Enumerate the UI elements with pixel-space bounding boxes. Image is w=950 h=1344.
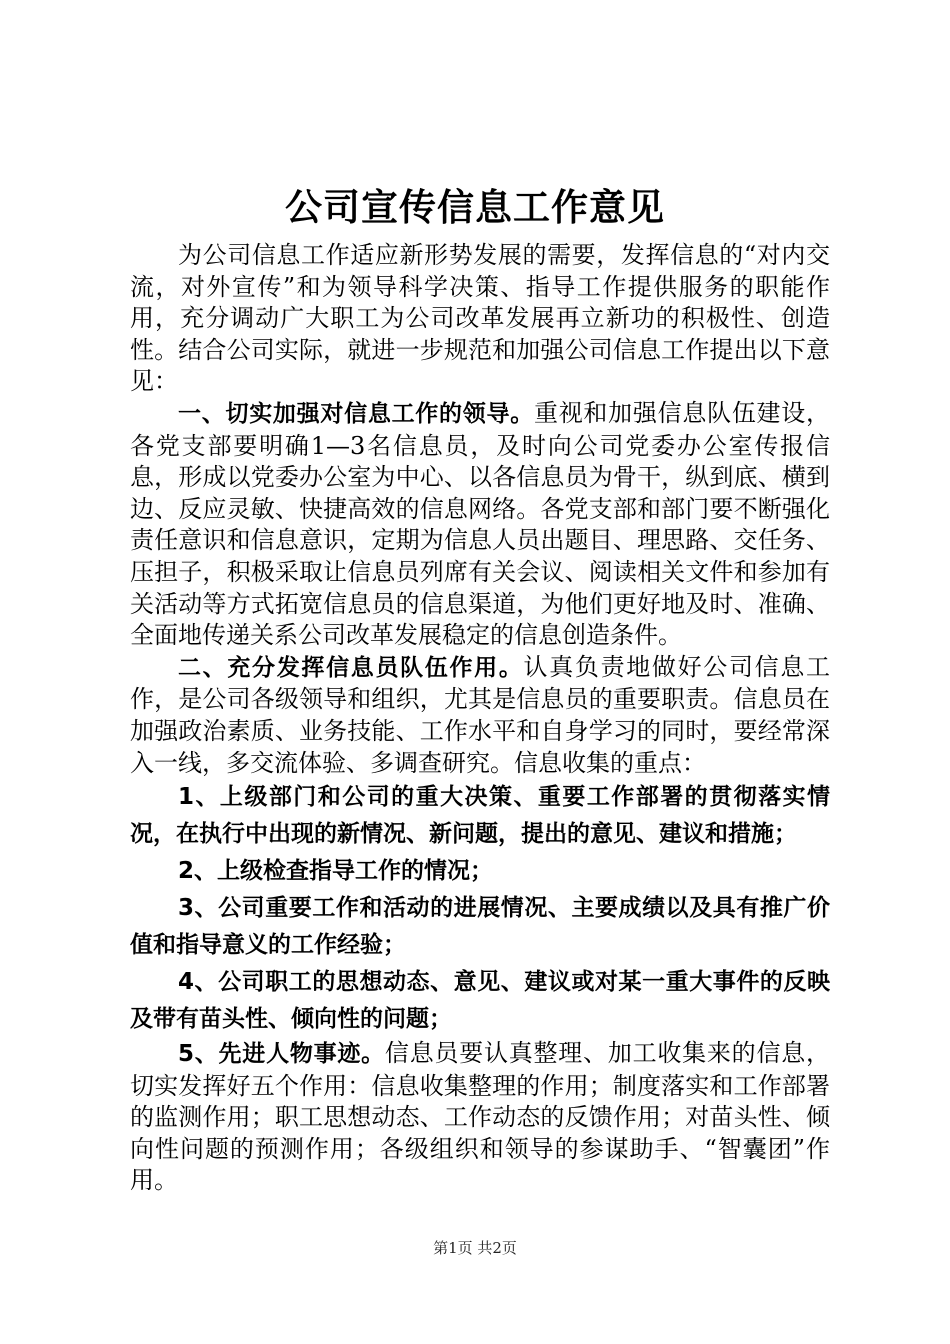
list-item-2: 2、上级检查指导工作的情况； <box>178 858 494 885</box>
section-2-paragraph <box>130 652 830 779</box>
section-2-text: 认真负责地做好公司信息工作，是公司各级领导和组织，尤其是信息员的重要职责。信息员在加强政治素质、业务技能、工作水平和自身学习的同时，要经常深入一线，多交流体验、多调查研究。信息收集的重点： <box>130 652 831 777</box>
section-1-paragraph <box>130 398 830 652</box>
section-1-text: 重视和加强信息队伍建设，各党支部要明确1—3名信息员，及时向公司党委办公室传报信息，形成以党委办公室为中心、以各信息员为骨干，纵到底、横到边、反应灵敏、快捷高效的信息网络。各党支部和部门要不断强化责任意识和信息意识，定期为信息人员出题目、理思路、交任务、压担子，积极采取让信息员列席有关会议、阅读相关文件和参加有关活动等方式拓宽信息员的信息渠道，为他们更好地及时、准确、全面地传递关系公司改革发展稳定的信息创造条件。 <box>130 398 831 650</box>
list-item-5-heading: 5、先进人物事迹。 <box>178 1041 385 1068</box>
list-item-4: 4、公司职工的思想动态、意见、建议或对某一重大事件的反映及带有苗头性、倾向性的问题； <box>130 969 830 1033</box>
document-body <box>130 240 830 1197</box>
list-item-1: 1、上级部门和公司的重大决策、重要工作部署的贯彻落实情况，在执行中出现的新情况、新问题，提出的意见、建议和措施； <box>130 784 830 848</box>
section-1-heading: 一、切实加强对信息工作的领导。 <box>178 400 534 427</box>
list-item-5-text: 信息员要认真整理、加工收集来的信息，切实发挥好五个作用：信息收集整理的作用；制度落实和工作部署的监测作用；职工思想动态、工作动态的反馈作用；对苗头性、倾向性问题的预测作用；各级组织和领导的参谋助手、“智囊团”作用。 <box>130 1039 830 1195</box>
section-2-heading: 二、充分发挥信息员队伍作用。 <box>178 654 524 681</box>
list-item-3: 3、公司重要工作和活动的进展情况、主要成绩以及具有推广价值和指导意义的工作经验； <box>130 895 830 959</box>
document-title: 公司宣传信息工作意见 <box>285 185 665 229</box>
page-number-footer: 第1页 共2页 <box>433 1239 517 1257</box>
intro-paragraph: 为公司信息工作适应新形势发展的需要，发挥信息的“对内交流，对外宣传”和为领导科学决策、指导工作提供服务的职能作用，充分调动广大职工为公司改革发展再立新功的积极性、创造性。结合公司实际，就进一步规范和加强公司信息工作提出以下意见： <box>130 241 830 396</box>
list-item-5 <box>130 1038 830 1197</box>
